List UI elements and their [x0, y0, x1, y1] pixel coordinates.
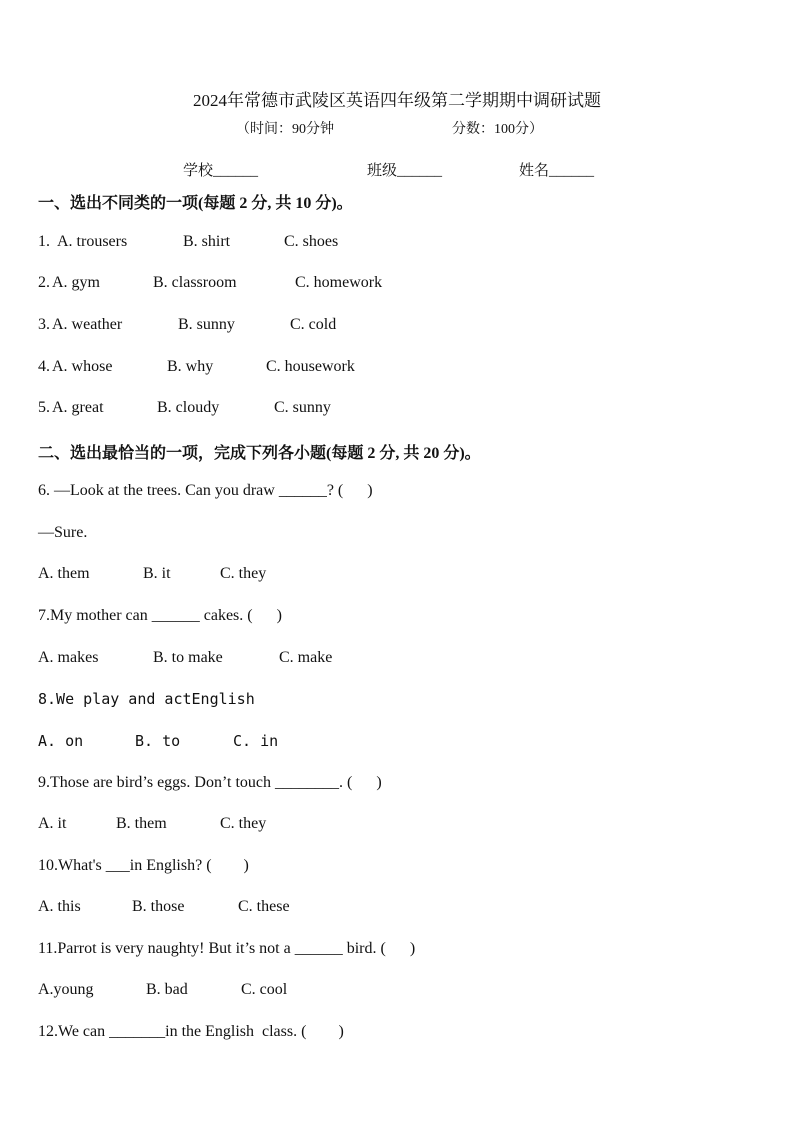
- option-a: A.young: [38, 981, 94, 998]
- option-c: C. housework: [266, 358, 355, 375]
- option-b: B. why: [167, 358, 214, 375]
- option-a: A. on: [38, 732, 84, 750]
- question-stem: 8.We play and actEnglish: [38, 690, 255, 708]
- exam-time: （时间：90分钟: [236, 122, 334, 137]
- exam-score: 分数：100分）: [452, 122, 543, 137]
- option-b: B. bad: [146, 981, 188, 998]
- option-b: B. sunny: [178, 316, 235, 333]
- class-field: 班级______: [367, 163, 443, 179]
- option-c: C. cold: [290, 316, 337, 333]
- question-stem: 7.My mother can ______ cakes. ( ): [38, 607, 282, 624]
- question-number: 5.: [38, 399, 50, 416]
- option-c: C. make: [279, 649, 333, 666]
- question-stem: 11.Parrot is very naughty! But it’s not a ______ bird. ( ): [38, 940, 416, 957]
- question-number: 2.: [38, 274, 50, 291]
- question-number: 1.: [38, 233, 50, 250]
- option-c: C. homework: [295, 274, 383, 291]
- option-a: A. it: [38, 815, 67, 832]
- question-stem: 9.Those are bird’s eggs. Don’t touch ________. ( ): [38, 774, 382, 791]
- question-number: 3.: [38, 316, 50, 333]
- option-a: A. whose: [52, 358, 113, 375]
- question-number: 4.: [38, 358, 50, 375]
- option-a: A. great: [52, 399, 104, 416]
- section-heading: 二、选出最恰当的一项，完成下列各小题(每题 2 分, 共 20 分)。: [38, 445, 481, 462]
- school-field: 学校______: [183, 163, 259, 179]
- option-b: B. classroom: [153, 274, 237, 291]
- option-b: B. to: [135, 732, 181, 750]
- option-b: B. them: [116, 815, 167, 832]
- question-stem: 12.We can _______in the English class. ( ): [38, 1023, 344, 1040]
- question-stem: 6. —Look at the trees. Can you draw ______? ( ): [38, 482, 373, 499]
- option-a: A. gym: [52, 274, 100, 291]
- option-a: A. trousers: [57, 233, 128, 250]
- option-c: C. sunny: [274, 399, 331, 416]
- option-b: B. those: [132, 898, 185, 915]
- question-stem: 10.What's ___in English? ( ): [38, 857, 249, 874]
- page-title: 2024年常德市武陵区英语四年级第二学期期中调研试题: [193, 91, 601, 110]
- option-a: A. this: [38, 898, 81, 915]
- option-b: B. shirt: [183, 233, 231, 250]
- option-c: C. shoes: [284, 233, 339, 250]
- option-c: C. these: [238, 898, 290, 915]
- option-a: A. makes: [38, 649, 99, 666]
- option-b: B. to make: [153, 649, 223, 666]
- option-a: A. them: [38, 565, 90, 582]
- option-b: B. cloudy: [157, 399, 220, 416]
- option-b: B. it: [143, 565, 171, 582]
- option-c: C. they: [220, 565, 267, 582]
- name-field: 姓名______: [519, 163, 595, 179]
- option-c: C. cool: [241, 981, 288, 998]
- option-a: A. weather: [52, 316, 123, 333]
- option-c: C. in: [233, 732, 279, 750]
- option-c: C. they: [220, 815, 267, 832]
- section-heading: 一、选出不同类的一项(每题 2 分, 共 10 分)。: [38, 195, 353, 212]
- question-response: —Sure.: [38, 524, 88, 541]
